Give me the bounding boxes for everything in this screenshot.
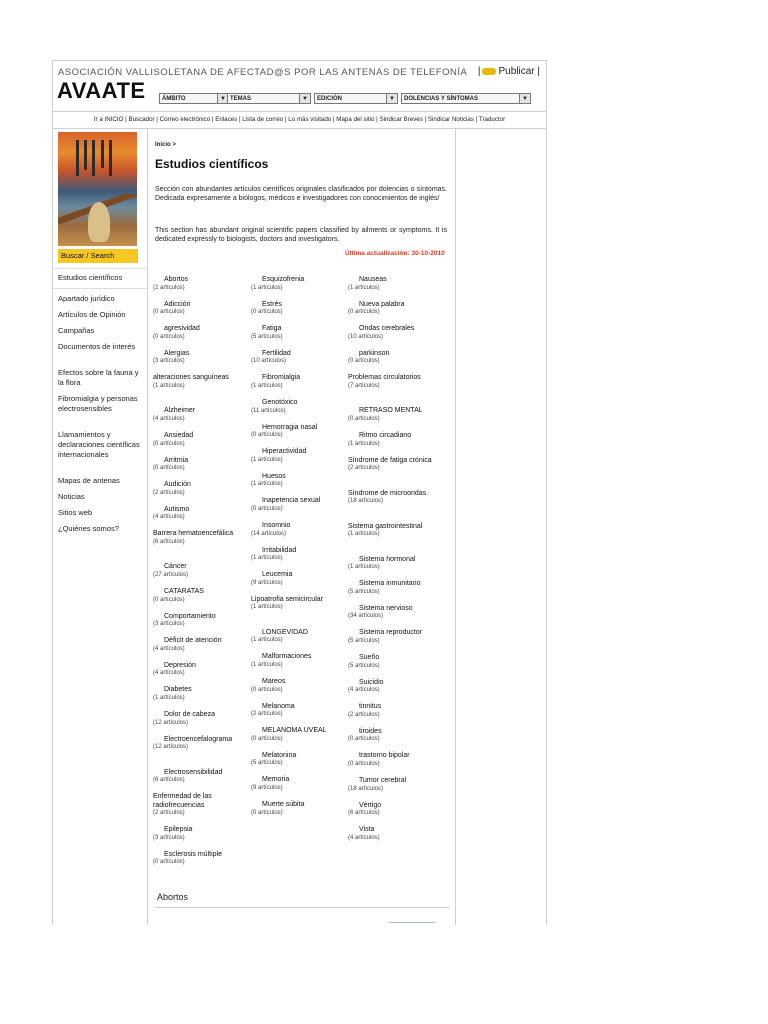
temas-select[interactable] <box>227 93 311 104</box>
topic-item <box>153 407 245 423</box>
topic-item <box>348 301 440 317</box>
topic-count: (0 artículos) <box>251 432 283 439</box>
topic-count: (3 artículos) <box>153 358 185 365</box>
topic-item <box>348 556 440 572</box>
topic-count: (2 artículos) <box>348 711 380 718</box>
topic-link[interactable]: Esclerosis múltiple <box>164 850 222 858</box>
topic-item <box>251 678 343 694</box>
topic-count: (0 artículos) <box>348 309 380 316</box>
topic-item <box>348 826 440 842</box>
topic-link[interactable]: tinnitus <box>359 703 382 711</box>
topic-count: (10 artículos) <box>348 333 384 340</box>
section-divider <box>155 907 450 908</box>
topic-count: (11 artículos) <box>251 407 286 414</box>
sidebar-item[interactable]: Artículos de Opinión <box>58 310 126 319</box>
topic-item <box>251 448 343 464</box>
topic-link[interactable]: Déficit de atención <box>164 637 222 645</box>
topic-link[interactable]: Sistema inmunitario <box>359 580 421 588</box>
select-label: DOLENCIAS Y SÍNTOMAS <box>404 96 479 102</box>
topic-item <box>348 605 440 621</box>
sidebar-item[interactable]: Mapas de antenas <box>58 476 120 485</box>
topic-link[interactable]: Cáncer <box>164 563 187 571</box>
section-heading: Abortos <box>157 892 189 902</box>
topic-item <box>251 424 343 440</box>
topic-link[interactable]: trastorno bipolar <box>359 752 410 760</box>
topic-link[interactable]: Fatiga <box>262 325 282 333</box>
topic-item <box>251 399 343 415</box>
topic-item <box>348 276 440 292</box>
topic-link[interactable]: Ritmo circadiano <box>359 432 412 439</box>
topic-link[interactable]: Vista <box>359 826 375 834</box>
sidebar-active-item[interactable] <box>53 268 147 289</box>
organization-name: ASOCIACIÓN VALLISOLETANA DE AFECTAD@S POR LAS ANTENAS DE TELEFONÍA <box>58 67 468 78</box>
topic-item <box>348 752 440 768</box>
sidebar-item[interactable]: ¿Quiénes somos? <box>58 524 119 533</box>
topic-link[interactable]: Malformaciones <box>262 653 312 661</box>
topic-item <box>348 728 440 744</box>
top-navigation[interactable]: Ir a INICIO | Buscador | Correo electrónico | Enlaces | Lista de correo | Lo más visitado | Mapa del sitio | Sindicar Breves | Sindicar Noticias | Traductor <box>53 111 546 129</box>
topic-link[interactable]: Ondas cerebrales <box>359 325 415 333</box>
topic-item <box>348 490 440 506</box>
topic-count: (1 artículos) <box>348 440 380 447</box>
select-label: TEMAS <box>230 96 251 102</box>
topic-link[interactable]: Comportamiento <box>164 612 216 620</box>
topic-item <box>251 547 343 563</box>
topic-item <box>251 776 343 792</box>
topic-link[interactable]: Barrera hematoencefálica <box>153 530 234 538</box>
topic-item <box>348 580 440 596</box>
topic-link[interactable]: Dolor de cabeza <box>164 711 215 718</box>
topic-count: (0 artículos) <box>153 309 185 316</box>
topic-link[interactable]: Sistema reproductor <box>359 629 423 637</box>
topic-item <box>153 826 245 842</box>
topic-item <box>348 802 440 818</box>
topic-count: (0 artículos) <box>251 686 283 693</box>
sidebar-item[interactable]: Documentos de interés <box>58 342 136 351</box>
topic-item <box>153 637 245 653</box>
topic-item <box>153 588 245 604</box>
topic-item <box>348 432 440 448</box>
topic-link[interactable]: Suicidio <box>359 678 384 686</box>
topic-item <box>153 793 245 817</box>
topic-item <box>348 777 440 793</box>
topic-link[interactable]: Lipoatrofia semicircular <box>251 595 323 603</box>
topic-item <box>153 325 245 341</box>
topic-item <box>153 530 245 546</box>
topic-link[interactable]: parkinson <box>359 349 390 357</box>
topic-link[interactable]: Diabetes <box>164 686 192 694</box>
topic-link[interactable]: Nueva palabra <box>359 300 405 308</box>
key-icon <box>482 68 496 75</box>
topic-link[interactable]: Electroencefalograma <box>164 735 233 743</box>
topic-link[interactable]: Irritabilidad <box>262 546 297 554</box>
decorative-rule <box>389 922 435 923</box>
topic-link[interactable]: Mareos <box>262 678 286 685</box>
topic-item <box>153 613 245 629</box>
topic-count: (0 artículos) <box>153 333 185 340</box>
topic-count: (4 artículos) <box>153 415 185 422</box>
sidebar-item[interactable]: Sitios web <box>58 508 93 517</box>
topic-link[interactable]: Síndrome de microondas <box>348 489 427 497</box>
topic-count: (3 artículos) <box>153 621 185 628</box>
topic-count: (34 artículos) <box>348 613 384 620</box>
site-title[interactable]: AVAATE <box>57 78 146 103</box>
topic-link[interactable]: Arritmia <box>164 456 189 464</box>
topic-item <box>251 727 343 743</box>
topic-count: (6 artículos) <box>153 777 185 784</box>
topic-link[interactable]: Muerte súbita <box>262 801 305 808</box>
topic-count: (2 artículos) <box>153 284 185 291</box>
topic-count: (1 artículos) <box>251 456 283 463</box>
topic-count: (6 artículos) <box>348 810 380 817</box>
header-painting-image <box>58 132 137 246</box>
topic-item <box>251 350 343 366</box>
sidebar-item[interactable]: Llamamientos y declaraciones científicas internacionales <box>58 430 140 459</box>
topic-count: (2 artículos) <box>251 711 283 718</box>
topic-item <box>348 523 440 539</box>
topic-count: (4 artículos) <box>348 687 380 694</box>
topic-item <box>348 679 440 695</box>
chevron-down-icon: ▼ <box>299 94 310 103</box>
topic-count: (1 artículos) <box>251 284 283 291</box>
topic-item <box>251 703 343 719</box>
topic-item <box>153 276 245 292</box>
topic-count: (0 artículos) <box>153 465 185 472</box>
topic-count: (0 artículos) <box>251 505 283 512</box>
topic-count: (4 artículos) <box>153 514 185 521</box>
edicion-select[interactable] <box>314 93 398 104</box>
topic-item <box>153 563 245 579</box>
topic-link[interactable]: CATARATAS <box>164 588 204 595</box>
topic-item <box>348 654 440 670</box>
topic-count: (10 artículos) <box>251 358 287 365</box>
topic-count: (2 artículos) <box>153 489 185 496</box>
topic-link[interactable]: Insomnio <box>262 522 291 529</box>
topic-count: (4 artículos) <box>153 645 185 652</box>
topic-link[interactable]: alteraciones sanguíneas <box>153 374 229 382</box>
painting-figure <box>88 202 110 242</box>
topic-count: (12 artículos) <box>153 744 189 751</box>
chevron-down-icon: ▼ <box>519 94 530 103</box>
topic-count: (5 artículos) <box>348 588 380 595</box>
topic-item <box>251 276 343 292</box>
topic-link[interactable]: RETRASO MENTAL <box>359 407 423 415</box>
topic-link[interactable]: Alergias <box>164 349 190 357</box>
topic-count: (1 artículos) <box>251 604 283 611</box>
topic-count: (0 artículos) <box>348 415 380 422</box>
topic-count: (2 artículos) <box>153 810 185 817</box>
topic-link[interactable]: Sueño <box>359 654 380 661</box>
topic-link[interactable]: Memoria <box>262 776 290 784</box>
intro-english: This section has abundant original scientific papers classified by ailments or symptoms. It is dedicated expressly to biologists, doctors and investigators. <box>155 227 447 243</box>
topic-count: (1 artículos) <box>348 284 380 291</box>
topic-item <box>153 432 245 448</box>
topic-link[interactable]: Sistema hormonal <box>359 555 416 563</box>
topic-count: (14 artículos) <box>251 530 287 537</box>
sidebar-item[interactable]: Campañas <box>58 326 95 335</box>
topic-count: (2 artículos) <box>348 465 380 472</box>
topic-count: (0 artículos) <box>153 859 185 866</box>
topic-link[interactable]: Ansiedad <box>164 432 194 439</box>
topic-link[interactable]: Abortos <box>164 276 189 283</box>
topic-item <box>348 407 440 423</box>
topic-link[interactable]: Electrosensibilidad <box>164 768 223 776</box>
breadcrumb[interactable]: Inicio > <box>155 142 176 148</box>
topic-count: (4 artículos) <box>348 834 380 841</box>
sidebar-item[interactable]: Fibromialgia y personas electrosensibles <box>58 394 138 413</box>
topic-link[interactable]: Sistema gastrointestinal <box>348 522 423 530</box>
topic-count: (7 artículos) <box>348 382 380 389</box>
topic-item <box>153 736 245 752</box>
topic-link[interactable]: agresividad <box>164 325 200 333</box>
topic-link[interactable]: Autismo <box>164 505 190 513</box>
chevron-down-icon: ▼ <box>386 94 397 103</box>
select-label: ÁMBITO <box>162 96 186 102</box>
topic-link[interactable]: Leucemia <box>262 571 293 579</box>
topic-item <box>153 350 245 366</box>
topic-count: (18 artículos) <box>348 785 384 792</box>
topic-count: (5 artículos) <box>348 662 380 669</box>
topic-link[interactable]: Fertilidad <box>262 349 291 357</box>
page-container <box>52 60 547 925</box>
topic-link[interactable]: Problemas circulatorios <box>348 374 421 382</box>
topic-link[interactable]: Epilepsia <box>164 826 193 834</box>
topic-link[interactable]: Tumor cerebral <box>359 777 407 784</box>
topic-link[interactable]: MELANOMA UVEAL <box>262 727 327 735</box>
topic-count: (1 artículos) <box>348 531 380 538</box>
topic-link[interactable]: Esquizofrenia <box>262 276 305 283</box>
sidebar <box>53 128 148 925</box>
topic-count: (1 artículos) <box>251 555 283 562</box>
topic-link[interactable]: Audición <box>164 481 191 489</box>
dolencias-select[interactable] <box>401 93 531 104</box>
topic-link[interactable]: Estrés <box>262 300 282 308</box>
topic-link[interactable]: LONGEVIDAD <box>262 628 308 636</box>
topic-count: (9 artículos) <box>251 784 283 791</box>
topic-item <box>251 653 343 669</box>
publish-label: Publicar <box>498 66 535 77</box>
sidebar-item-estudios: Estudios científicos <box>58 273 123 282</box>
topic-count: (12 artículos) <box>153 719 189 726</box>
topic-count: (5 artículos) <box>348 637 380 644</box>
topic-count: (0 artículos) <box>153 596 185 603</box>
topic-item <box>348 457 440 473</box>
topic-count: (6 artículos) <box>153 538 185 545</box>
topic-item <box>251 374 343 390</box>
topic-link[interactable]: Adicción <box>164 300 191 308</box>
topic-count: (1 artículos) <box>251 382 283 389</box>
topic-link[interactable]: Hemorragia nasal <box>262 423 318 431</box>
topic-count: (1 artículos) <box>153 694 185 701</box>
topic-item <box>153 374 245 390</box>
topic-link[interactable]: Inapetencia sexual <box>262 497 321 505</box>
topic-link[interactable]: tiroides <box>359 727 382 735</box>
right-column <box>455 128 547 925</box>
topic-count: (0 artículos) <box>348 358 380 365</box>
topic-count: (0 artículos) <box>348 736 380 743</box>
topic-count: (0 artículos) <box>251 809 283 816</box>
topic-count: (0 artículos) <box>251 309 283 316</box>
select-label: EDICIÓN <box>317 96 343 102</box>
topic-link[interactable]: Sistema nervioso <box>359 604 413 612</box>
topic-item <box>251 522 343 538</box>
topic-item <box>153 851 245 867</box>
topic-count: (5 artículos) <box>251 760 283 767</box>
topic-item <box>251 596 343 612</box>
topic-count: (0 artículos) <box>153 440 185 447</box>
topic-item <box>153 481 245 497</box>
topic-item <box>251 801 343 817</box>
last-updated: Última actualización: 30-10-2010 <box>345 250 445 257</box>
topic-item <box>153 711 245 727</box>
topic-count: (1 artículos) <box>251 661 283 668</box>
topic-count: (1 artículos) <box>153 382 185 389</box>
topic-count: (3 artículos) <box>153 834 185 841</box>
ambito-select[interactable] <box>159 93 229 104</box>
intro-spanish: Sección con abundantes artículos científicos originales clasificados por dolencias o síntomas. Dedicada expresamente a biólogos, médicos e investigadores con conocimientos de inglés/ <box>155 186 447 202</box>
topic-item <box>153 662 245 678</box>
topic-item <box>251 301 343 317</box>
topic-item <box>153 457 245 473</box>
topic-link[interactable]: Depresión <box>164 661 196 669</box>
topic-item <box>251 473 343 489</box>
topic-item <box>348 350 440 366</box>
topic-item <box>153 301 245 317</box>
topic-item <box>348 374 440 390</box>
topic-item <box>251 325 343 341</box>
sidebar-item[interactable]: Apartado jurídico <box>58 294 115 303</box>
search-button[interactable]: Buscar / Search <box>58 249 138 263</box>
painting-figures <box>72 140 116 176</box>
topic-link[interactable]: Nauseas <box>359 276 387 283</box>
sidebar-item[interactable]: Efectos sobre la fauna y la flora <box>58 368 139 387</box>
topic-link[interactable]: Enfermedad de las radiofrecuencias <box>153 793 212 809</box>
topic-item <box>251 497 343 513</box>
topic-link[interactable]: Huesos <box>262 472 286 480</box>
topic-count: (1 artículos) <box>348 564 380 571</box>
topic-item <box>153 686 245 702</box>
topic-link[interactable]: Fibromialgia <box>262 374 301 382</box>
topic-link[interactable]: Síndrome de fatiga crónica <box>348 456 432 464</box>
topic-link[interactable]: Hiperactividad <box>262 448 307 456</box>
sidebar-item[interactable]: Noticias <box>58 492 85 501</box>
topic-link[interactable]: Melatonina <box>262 751 297 759</box>
topic-count: (4 artículos) <box>153 670 185 677</box>
topic-count: (1 artículos) <box>251 637 283 644</box>
topic-item <box>153 769 245 785</box>
topic-count: (5 artículos) <box>251 333 283 340</box>
topic-count: (1 artículos) <box>251 481 283 488</box>
topic-count: (27 artículos) <box>153 571 189 578</box>
topic-item <box>348 629 440 645</box>
topic-item <box>251 752 343 768</box>
topic-link[interactable]: Melanoma <box>262 702 295 710</box>
topic-item <box>251 629 343 645</box>
topic-link[interactable]: Alzheimer <box>164 407 196 415</box>
topic-link[interactable]: Vértigo <box>359 801 382 809</box>
page-title: Estudios científicos <box>155 157 269 171</box>
topic-link[interactable]: Genotóxico <box>262 399 298 406</box>
topic-item <box>153 506 245 522</box>
topic-count: (18 artículos) <box>348 498 384 505</box>
topic-count: (0 artículos) <box>348 760 380 767</box>
topic-item <box>348 703 440 719</box>
topic-item <box>348 325 440 341</box>
topic-count: (9 artículos) <box>251 579 283 586</box>
publish-link[interactable]: | Publicar | <box>477 66 540 77</box>
topic-item <box>251 571 343 587</box>
topic-count: (0 artículos) <box>251 735 283 742</box>
chevron-down-icon: ▼ <box>217 94 228 103</box>
